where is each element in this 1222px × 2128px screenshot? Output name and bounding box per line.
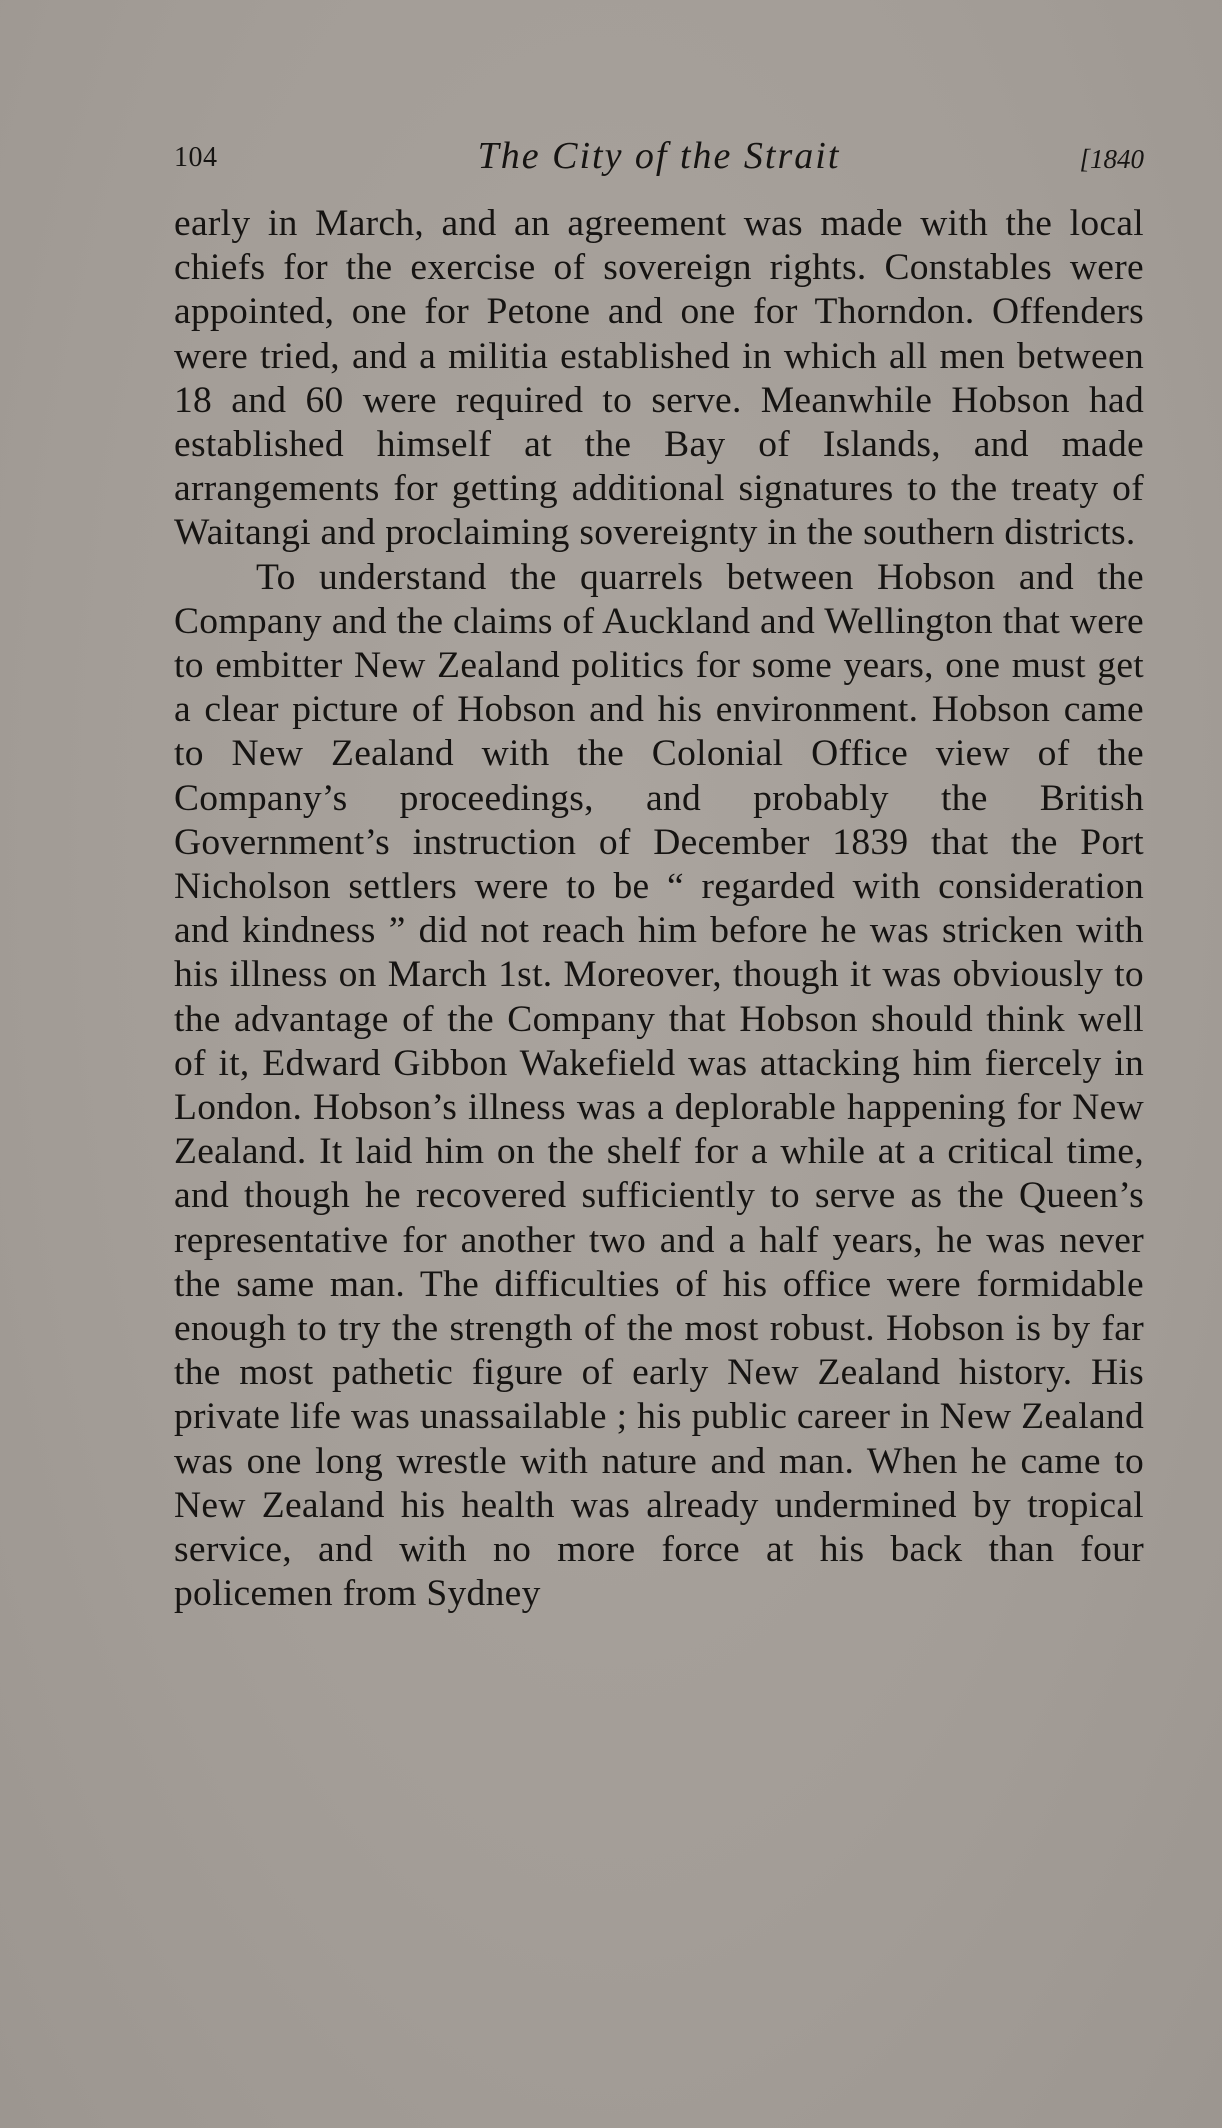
- paragraph: To understand the quarrels between Hobson and the Company and the claims of Auckland and Wellington that were to embitter New Zealand politics for some years, one must get a clear picture of Hobson and his environment. Hobson came to New Zealand with the Colonial Office view of the Company’s proceedings, and probably the British Government’s instruction of December 1839 that the Port Nicholson settlers were to be “ regarded with consideration and kindness ” did not reach him before he was stricken with his illness on March 1st. Moreover, though it was obviously to the advantage of the Company that Hobson should think well of it, Edward Gibbon Wakefield was attacking him fiercely in London. Hobson’s illness was a deplorable happening for New Zealand. It laid him on the shelf for a while at a critical time, and though he recovered sufficiently to serve as the Queen’s representative for another two and a half years, he was never the same man. The difficulties of his office were formidable enough to try the strength of the most robust. Hobson is by far the most pathetic figure of early New Zealand history. His private life was unassailable ; his public career in New Zealand was one long wrestle with nature and man. When he came to New Zealand his health was already undermined by tropical service, and with no more force at his back than four policemen from Sydney: [174, 556, 1144, 1615]
- book-page: [174, 134, 1144, 1617]
- running-title: The City of the Strait: [477, 135, 841, 177]
- running-year: [1840: [1079, 144, 1144, 174]
- page-number: 104: [174, 142, 218, 173]
- paragraph: early in March, and an agreement was made with the local chiefs for the exercise of sovereign rights. Constables were appointed, one for Petone and one for Thorndon. Offenders were tried, and a militia established in which all men between 18 and 60 were required to serve. Meanwhile Hobson had established himself at the Bay of Islands, and made arrangements for getting additional signatures to the treaty of Waitangi and proclaiming sovereignty in the southern districts.: [174, 203, 1144, 554]
- running-head: [174, 134, 1144, 184]
- body-text: [174, 202, 1144, 1617]
